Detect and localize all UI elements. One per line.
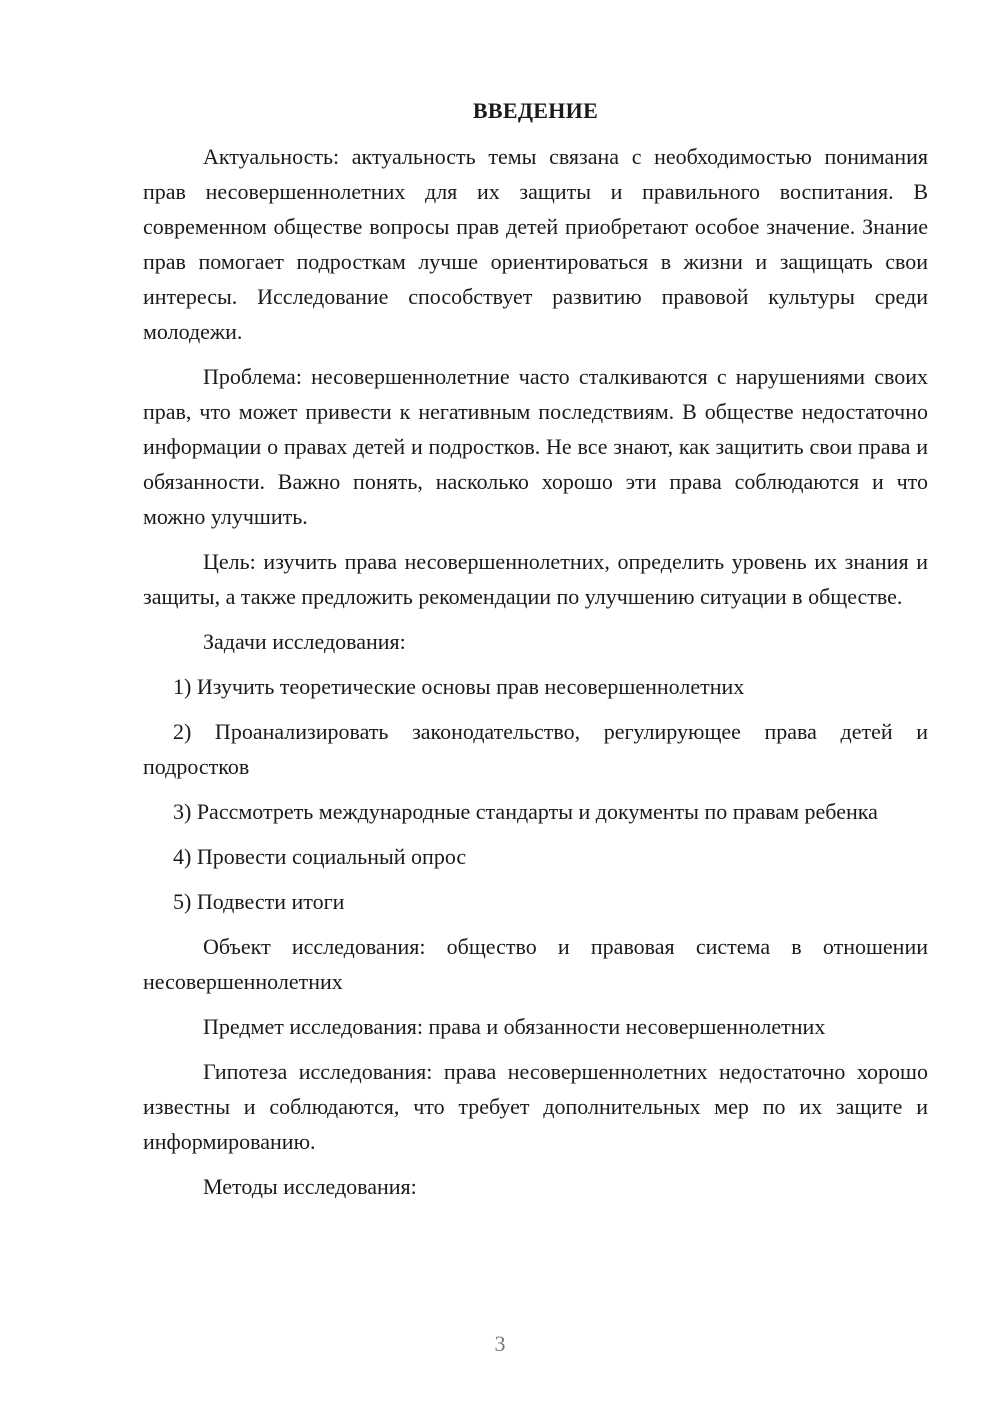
- task-item: 4) Провести социальный опрос: [173, 844, 467, 869]
- hypothesis-paragraph: Гипотеза исследования: права несовершеннолетних недостаточно хорошо известны и соблюдаются, что требует дополнительных мер по их защите и информированию.: [143, 1059, 928, 1154]
- task-item: 3) Рассмотреть международные стандарты и документы по правам ребенка: [173, 799, 878, 824]
- subject-paragraph: Предмет исследования: права и обязанности несовершеннолетних: [203, 1014, 826, 1039]
- task-item: 5) Подвести итоги: [173, 889, 345, 914]
- document-page: [143, 96, 928, 1214]
- task-item: 2) Проанализировать законодательство, регулирующее права детей и подростков: [143, 719, 928, 779]
- goal-paragraph: Цель: изучить права несовершеннолетних, определить уровень их знания и защиты, а также предложить рекомендации по улучшению ситуации в обществе.: [143, 549, 928, 609]
- section-title: ВВЕДЕНИЕ: [472, 98, 599, 123]
- object-paragraph: Объект исследования: общество и правовая система в отношении несовершеннолетних: [143, 934, 928, 994]
- tasks-heading: Задачи исследования:: [203, 629, 406, 654]
- methods-heading: Методы исследования:: [203, 1174, 417, 1199]
- page-number: 3: [494, 1331, 506, 1356]
- problem-paragraph: Проблема: несовершеннолетние часто сталкиваются с нарушениями своих прав, что может привести к негативным последствиям. В обществе недостаточно информации о правах детей и подростков. Не все знают, как защитить свои права и обязанности. Важно понять, насколько хорошо эти права соблюдаются и что можно улучшить.: [143, 364, 928, 529]
- relevance-paragraph: Актуальность: актуальность темы связана с необходимостью понимания прав несовершеннолетних для их защиты и правильного воспитания. В современном обществе вопросы прав детей приобретают особое значение. Знание прав помогает подросткам лучше ориентироваться в жизни и защищать свои интересы. Исследование способствует развитию правовой культуры среди молодежи.: [143, 144, 928, 344]
- task-item: 1) Изучить теоретические основы прав несовершеннолетних: [173, 674, 745, 699]
